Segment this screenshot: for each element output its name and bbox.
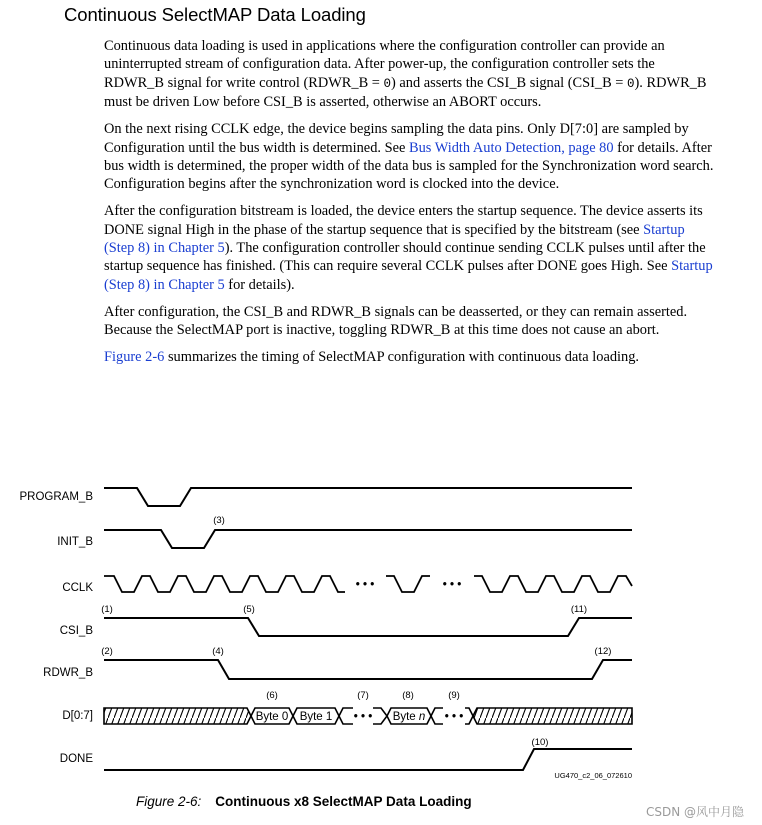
figure-caption	[136, 794, 472, 809]
note-9: (9)	[448, 690, 460, 701]
text: ). The configuration controller should continue sending CCLK pulses until after the startup sequence has finished. (This can require several CCLK pulses after DONE goes High. See	[104, 240, 706, 275]
paragraph-5	[104, 348, 716, 366]
label-init-b: INIT_B	[57, 536, 93, 548]
note-10: (10)	[531, 737, 549, 748]
text: summarizes the timing of SelectMAP configuration with continuous data loading.	[164, 349, 640, 366]
program-b-waveform	[104, 488, 632, 506]
text: After the configuration bitstream is loaded, the device enters the startup sequence. The device asserts its DONE signal High in the phase of the startup sequence that is specified by the bitstream (see	[104, 203, 703, 238]
paragraph-1	[104, 37, 716, 112]
startup-link-2[interactable]: Startup (Step 8) in Chapter 5	[104, 258, 713, 293]
bus-width-link[interactable]: Bus Width Auto Detection, page 80	[408, 139, 614, 156]
byte-0-label: Byte 0	[255, 711, 289, 723]
note-1: (1)	[101, 604, 113, 615]
byte-1-label: Byte 1	[299, 711, 333, 723]
figure-title: Continuous x8 SelectMAP Data Loading	[215, 794, 472, 809]
watermark: CSDN @风中月隐	[646, 805, 745, 819]
data-bus-waveform	[104, 708, 632, 724]
text: On the next rising CCLK edge, the device begins sampling the data pins. Only D[7:0] are sampled by Configuration until the bus width is determined. See	[104, 121, 689, 156]
rdwr-b-waveform	[104, 660, 632, 679]
text: Continuous data loading is used in applications where the configuration controller can provide an uninterrupted stream of configuration data. After power-up, the configuration controller sets the RDWR_B signal for write control (RDWR_B =	[104, 38, 665, 91]
code: 0	[383, 76, 392, 91]
timing-diagram	[0, 462, 762, 792]
section-heading: Continuous SelectMAP Data Loading	[64, 4, 366, 25]
note-8: (8)	[402, 690, 414, 701]
label-rdwr-b: RDWR_B	[43, 667, 93, 679]
note-6: (6)	[266, 690, 278, 701]
done-waveform	[104, 749, 632, 770]
cclk-waveform-1	[104, 576, 345, 592]
label-cclk: CCLK	[62, 582, 93, 594]
text: ) and asserts the CSI_B signal (CSI_B =	[391, 74, 627, 91]
text: ). RDWR_B must be driven Low before CSI_B is asserted, otherwise an ABORT occurs.	[104, 74, 707, 111]
cclk-waveform-3	[474, 576, 632, 592]
note-11: (11)	[570, 604, 588, 615]
figure-id-code: UG470_c2_06_072610	[554, 771, 632, 780]
note-2: (2)	[101, 646, 113, 657]
figure-link[interactable]: Figure 2-6	[104, 349, 165, 366]
body-text	[104, 37, 716, 375]
init-b-waveform	[104, 530, 632, 548]
text: for details. After bus width is determined, the proper width of the data bus is sampled for the Synchronization word search. Configuration begins after the synchronization word is clocked into the device.	[104, 139, 714, 193]
byte-n-label: Byte n	[392, 711, 426, 723]
code: 0	[627, 76, 635, 91]
label-data-bus: D[0:7]	[62, 710, 93, 722]
startup-link-1[interactable]: Startup (Step 8) in Chapter 5	[104, 221, 685, 257]
note-12: (12)	[594, 646, 612, 657]
label-program-b: PROGRAM_B	[19, 491, 93, 503]
cclk-waveform-2	[386, 576, 430, 592]
paragraph-2	[104, 120, 716, 194]
figure-number: Figure 2-6:	[136, 794, 202, 809]
note-5: (5)	[243, 604, 255, 615]
ellipsis-7: • • •	[353, 711, 373, 723]
paragraph-4: After configuration, the CSI_B and RDWR_B signals can be deasserted, or they can remain asserted. Because the SelectMAP port is inactive, toggling RDWR_B at this time does not cause an abort.	[104, 303, 688, 339]
ellipsis-9: • • •	[444, 711, 464, 723]
label-done: DONE	[59, 753, 93, 765]
csi-b-waveform	[104, 618, 632, 636]
text: for details).	[224, 276, 295, 293]
label-csi-b: CSI_B	[59, 625, 93, 637]
note-3: (3)	[213, 515, 225, 526]
cclk-ellipsis-1: • • •	[355, 579, 375, 591]
cclk-ellipsis-2: • • •	[442, 579, 462, 591]
note-4: (4)	[212, 646, 224, 657]
paragraph-3	[104, 202, 716, 294]
note-7: (7)	[357, 690, 369, 701]
